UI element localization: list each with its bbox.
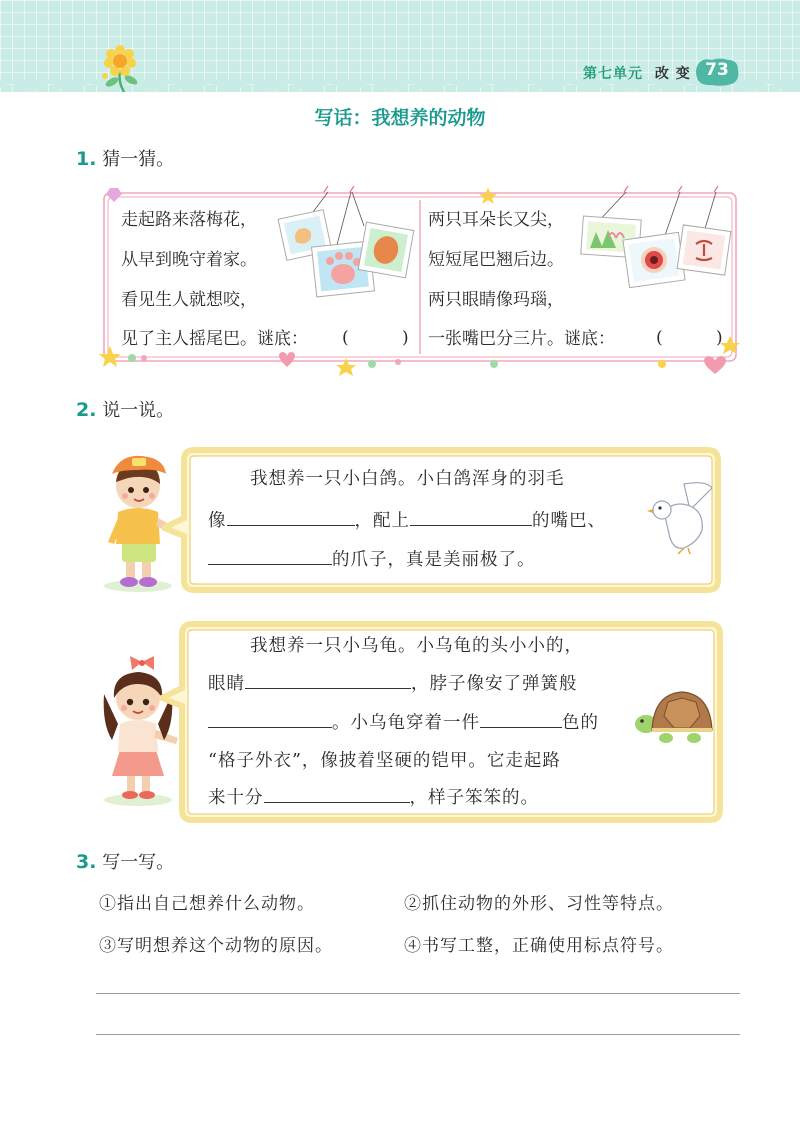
riddle-left-line-3: 看见生人就想咬， [121, 290, 257, 310]
turtle-text-clumsy: ，样子笨笨的。 [409, 788, 539, 808]
turtle-text-wearing: 。小乌龟穿着一件 [332, 713, 480, 733]
section-2-label: 说一说。 [102, 400, 175, 421]
riddle-right-line-3: 两只眼睛像玛瑙， [428, 290, 564, 310]
turtle-line-2 [208, 670, 578, 695]
walk-blank[interactable] [264, 785, 410, 803]
left-hanging-pictures [278, 186, 414, 297]
turtle-text-eyes: 眼睛 [208, 674, 245, 694]
riddle-right-answer-open: ( [656, 328, 663, 348]
neck-blank[interactable] [208, 710, 332, 728]
pigeon-text-claws: 的爪子，真是美丽极了。 [332, 550, 536, 570]
claw-blank[interactable] [208, 547, 332, 565]
rabbit-eye-picture [641, 247, 667, 273]
turtle-line-3 [208, 709, 599, 734]
turtle-line-1: 我想养一只小乌龟。小乌龟的头小小的， [250, 636, 583, 656]
pigeon-line-2 [208, 507, 606, 532]
turtle-text-color: 色的 [562, 713, 599, 733]
section-2-heading [76, 396, 174, 422]
star-icon [99, 346, 121, 367]
section-3-label: 写一写。 [102, 852, 175, 873]
riddle-left-line-2: 从早到晚守着家。 [121, 250, 257, 270]
turtle-picture [632, 688, 716, 744]
color-blank[interactable] [480, 710, 562, 728]
turtle-text-neck: ，脖子像安了弹簧般 [411, 674, 578, 694]
writing-tip-3: ③写明想养这个动物的原因。 [99, 936, 333, 956]
page-number: 73 [705, 60, 729, 80]
writing-tip-4: ④书写工整，正确使用标点符号。 [404, 936, 674, 956]
feather-blank[interactable] [227, 508, 355, 526]
section-1-heading [76, 145, 174, 171]
riddle-left-line-1: 走起路来落梅花， [121, 210, 257, 230]
flower-icon [98, 40, 146, 92]
eyes-blank[interactable] [245, 671, 411, 689]
beak-blank[interactable] [410, 508, 532, 526]
riddle-right-line-1: 两只耳朵长又尖， [428, 210, 564, 230]
riddle-right-answer-close: ) [716, 328, 723, 348]
turtle-line-5 [208, 784, 539, 809]
unit-theme: 改 变 [654, 66, 691, 82]
pigeon-text-paired: ，配上 [354, 511, 410, 531]
pigeon-text-beak: 的嘴巴、 [532, 511, 606, 531]
turtle-line-4: “格子外衣”，像披着坚硬的铠甲。它走起路 [208, 751, 561, 771]
unit-label [583, 63, 691, 83]
riddle-left-answer-close: ) [402, 328, 409, 348]
section-3-number: 3. [76, 851, 97, 873]
writing-tip-1: ①指出自己想养什么动物。 [99, 894, 315, 914]
unit-number: 第七单元 [583, 66, 643, 82]
turtle-text-walk: 来十分 [208, 788, 264, 808]
pigeon-text-like: 像 [208, 511, 227, 531]
dove-picture [644, 478, 716, 554]
writing-line[interactable] [96, 1034, 740, 1035]
writing-line[interactable] [96, 993, 740, 994]
section-2-number: 2. [76, 399, 97, 421]
section-3-heading [76, 848, 174, 874]
riddle-left-answer-open: ( [342, 328, 349, 348]
riddle-right-line-4: 一张嘴巴分三片。谜底： [428, 329, 615, 349]
pigeon-line-1: 我想养一只小白鸽。小白鸽浑身的羽毛 [250, 469, 565, 489]
writing-tip-2: ②抓住动物的外形、习性等特点。 [404, 894, 674, 914]
section-1-label: 猜一猜。 [102, 149, 175, 170]
riddle-right-line-2: 短短尾巴翘后边。 [428, 250, 564, 270]
right-hanging-pictures [581, 186, 731, 288]
riddle-left-line-4: 见了主人摇尾巴。谜底： [121, 329, 308, 349]
pigeon-line-3 [208, 546, 536, 571]
page-title: 写话：我想养的动物 [314, 107, 486, 129]
section-1-number: 1. [76, 148, 97, 170]
